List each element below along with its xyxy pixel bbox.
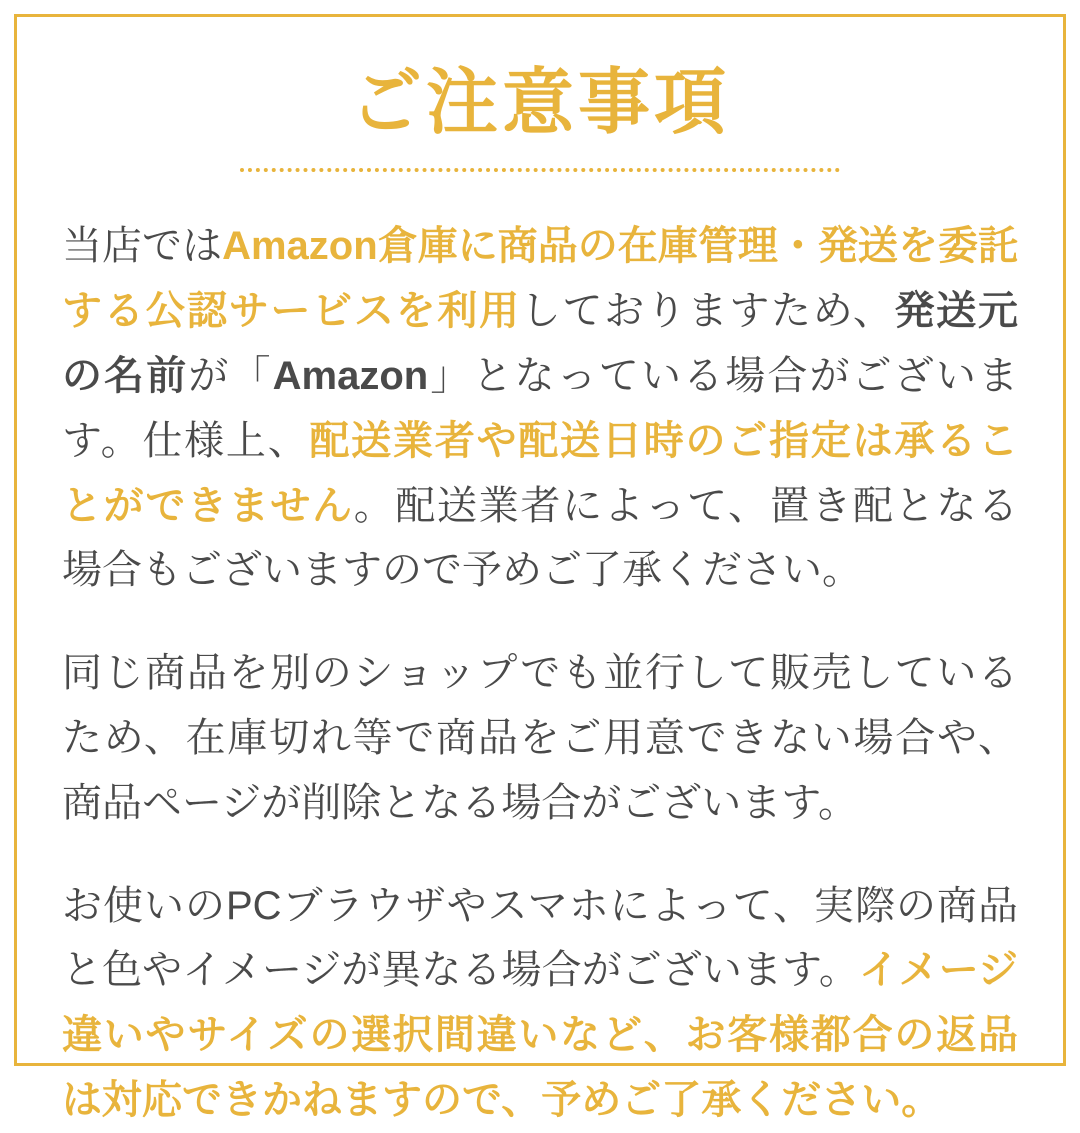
text-run: 配送業者や配送日時のご指定は承ることができません (62, 418, 1018, 528)
notice-content (62, 46, 1019, 1122)
text-run: 同じ商品を別のショップでも並行して販売しているため、在庫切れ等で商品をご用意できない場合や、商品ページが削除となる場合がございます。 (62, 651, 1018, 825)
notice-paragraph-shipping-origin (62, 214, 1018, 603)
notice-paragraph-stock-availability (62, 641, 1018, 835)
text-run: イメージ違いやサイズの選択間違いなど、お客様都合の返品は対応できかねますので、予めご了承ください。 (62, 948, 1018, 1122)
text-run: 。配送業者によって、置き配となる場合もございますので予めご了承ください。 (62, 483, 1019, 593)
text-run: しておりますため、 (520, 289, 895, 334)
text-run: お使いのPCブラウザやスマホによって、実際の商品と色やイメージが異なる場合がございます。 (62, 883, 1018, 993)
page-title: ご注意事項 (349, 63, 730, 143)
text-run: 発送元の名前 (62, 289, 1018, 398)
text-run: 」となっている場合がございます。仕様上、 (62, 353, 1019, 463)
dotted-divider (240, 168, 840, 172)
text-run: が「 (188, 353, 273, 398)
notice-paragraph-color-difference (62, 874, 1018, 1133)
text-run: 当店では (62, 224, 223, 269)
notice-body (62, 214, 1018, 1132)
text-run: Amazon (272, 353, 429, 398)
text-run: Amazon倉庫に商品の在庫管理・発送を委託する公認サービスを利用 (62, 224, 1018, 334)
